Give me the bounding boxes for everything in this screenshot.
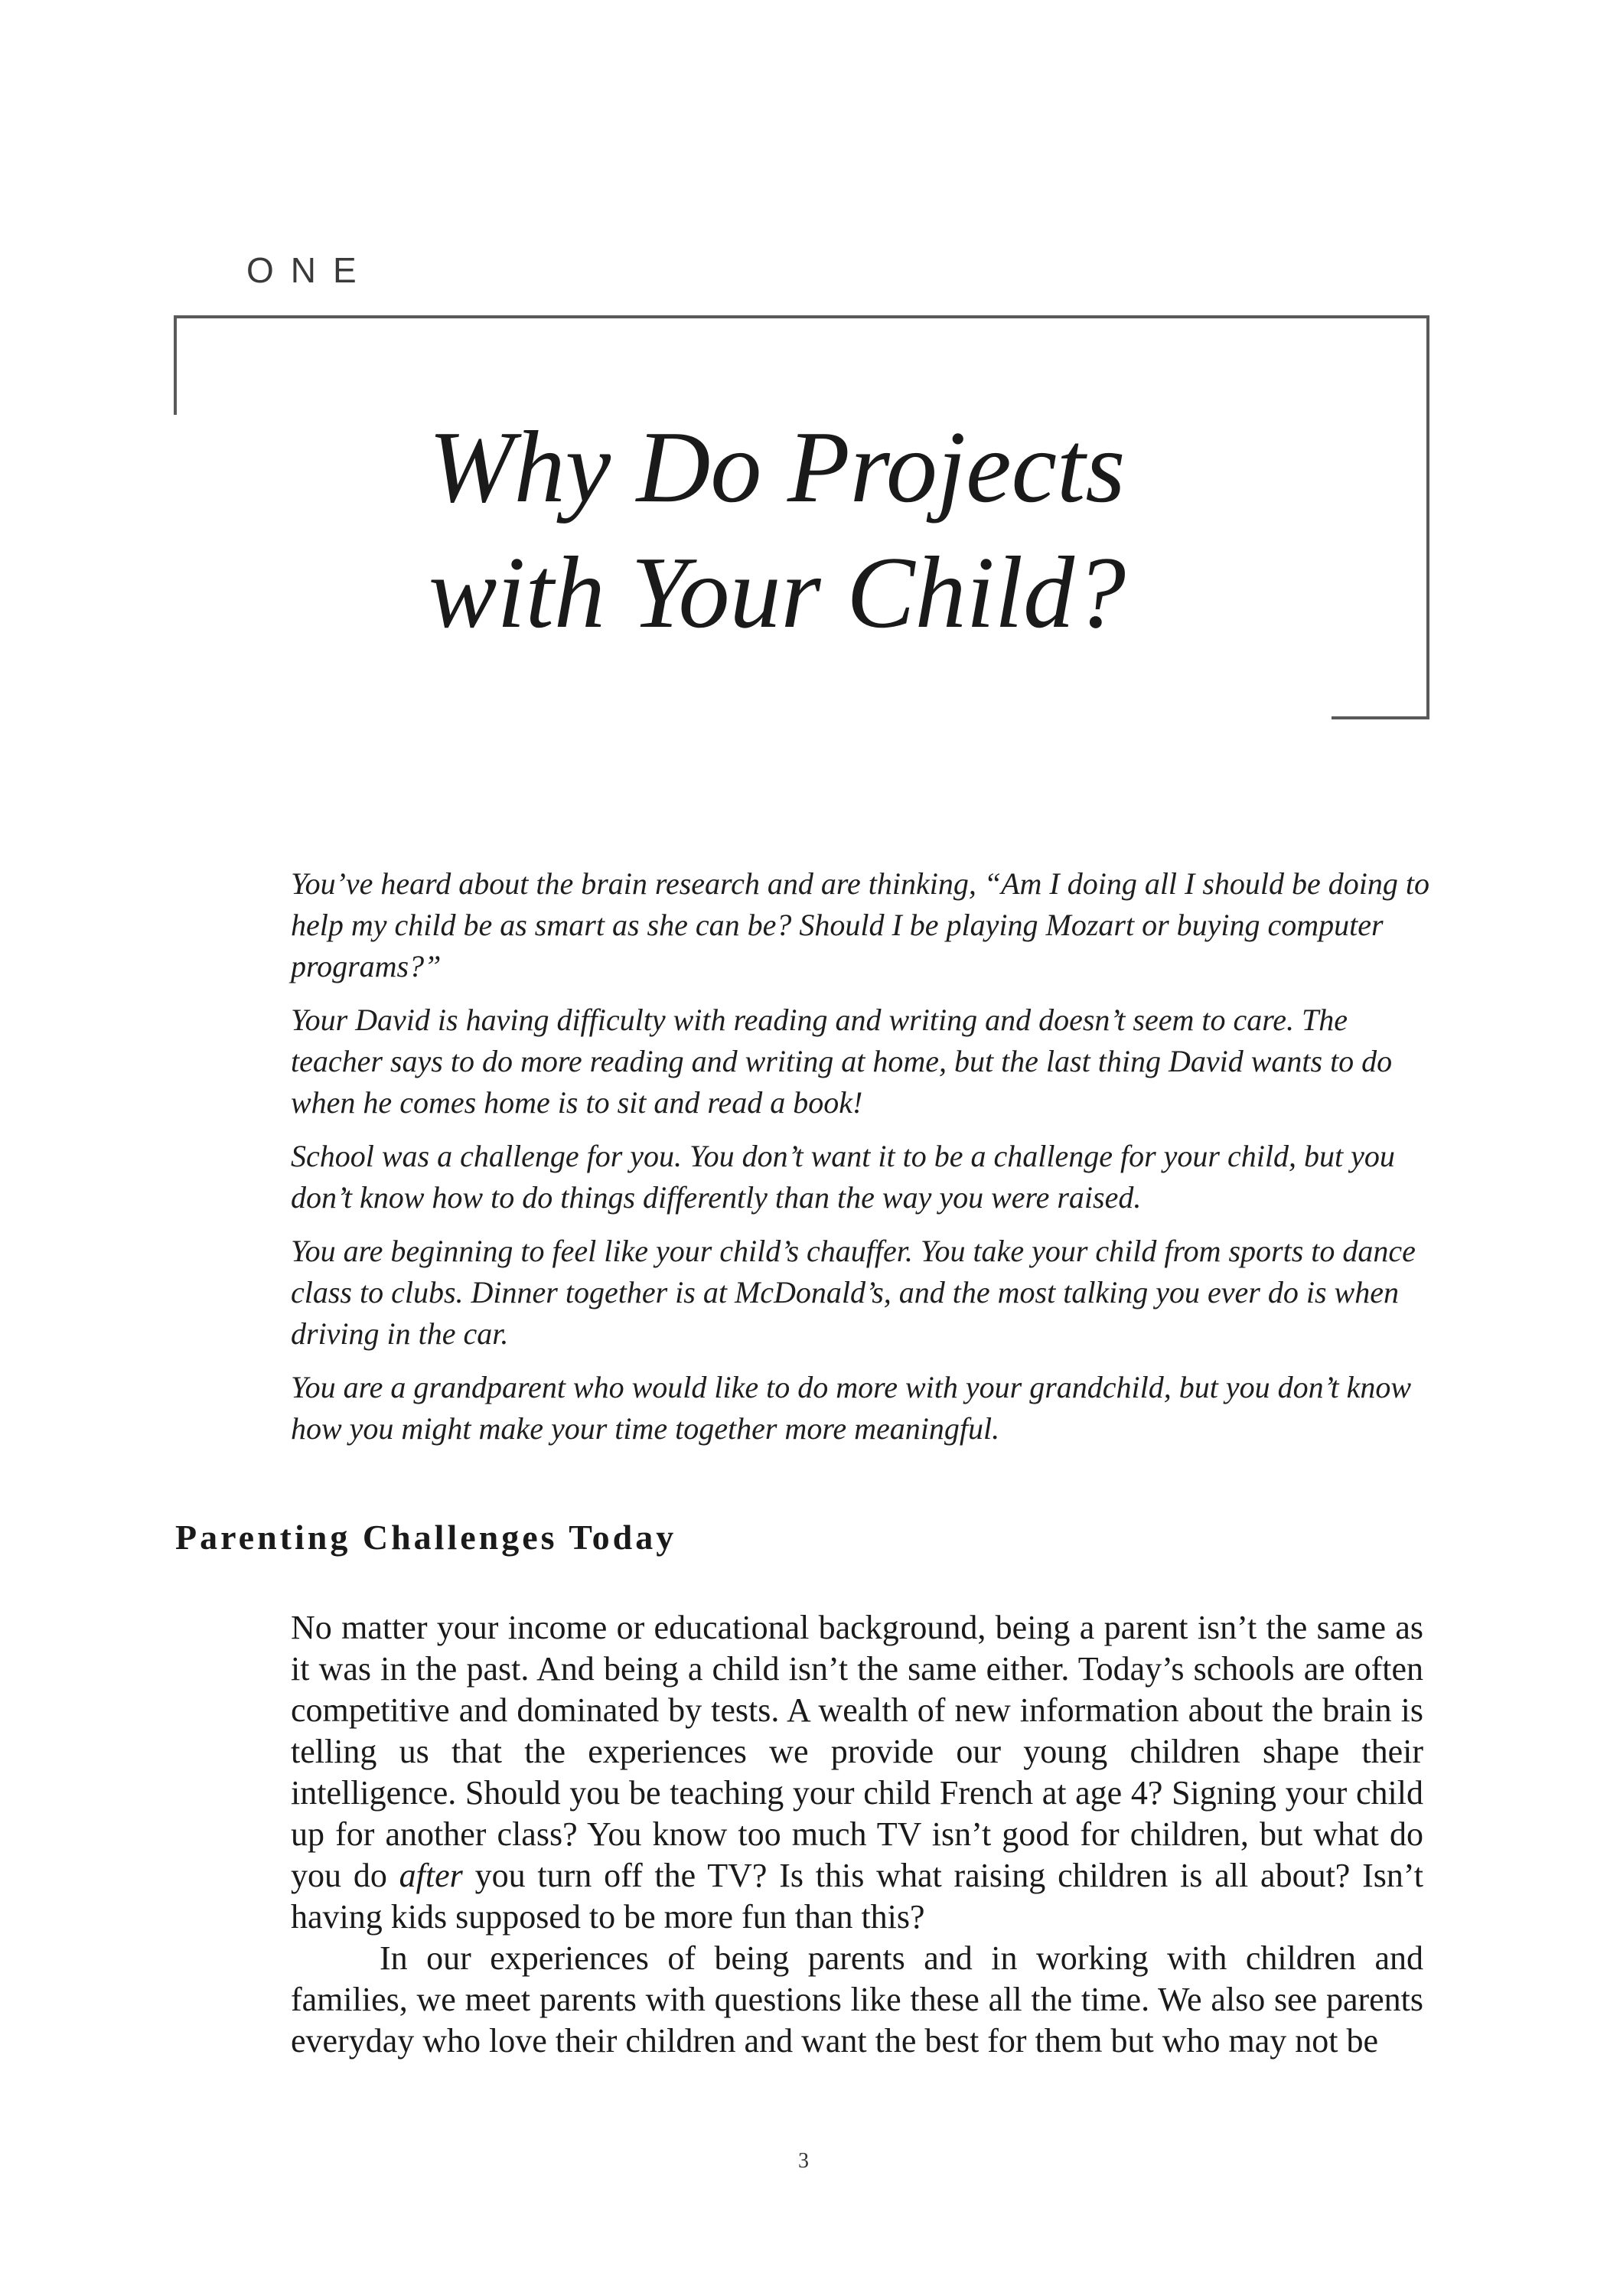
body-paragraph-1 [291,1607,1423,1938]
title-frame-left-rule [174,315,177,415]
chapter-title [429,404,1270,655]
intro-scenarios [291,863,1439,1462]
body-paragraph-1-text-b: you turn off the TV? Is this what raising children is all about? Isn’t having kids supposed to be more fun than this? [291,1857,1423,1936]
body-paragraph-2: In our experiences of being parents and in working with children and families, we meet parents with questions like these all the time. We also see parents everyday who love their children and want the best for them but who may not be [291,1939,1423,2060]
intro-paragraph: You are a grandparent who would like to do more with your grandchild, but you don’t know how you might make your time together more meaningful. [291,1370,1412,1446]
intro-paragraph: Your David is having difficulty with reading and writing and doesn’t seem to care. The teacher says to do more reading and writing at home, but the last thing David wants to do when he comes home is to sit and read a book! [291,1003,1393,1120]
chapter-title-line-1: Why Do Projects [429,410,1126,523]
intro-paragraph: School was a challenge for you. You don’t want it to be a challenge for your child, but you don’t know how to do things differently than the way you were raised. [291,1139,1395,1215]
intro-paragraph: You’ve heard about the brain research and are thinking, “Am I doing all I should be doing to help my child be as smart as she can be? Should I be playing Mozart or buying computer programs?” [291,866,1430,983]
title-frame-bottom-rule [1332,716,1429,719]
page-number: 3 [798,2149,809,2173]
body-paragraph-1-text-a: No matter your income or educational background, being a parent isn’t the same as it was in the past. And being a child isn’t the same either. Today’s schools are often competitive and dominated by tests. A wealth of new information about the brain is telling us that the experiences we provide our young children shape their intelligence. Should you be teaching your child French at age 4? Signing your child up for another class? You know too much TV isn’t good for children, but what do you do [291,1609,1423,1894]
section-body [291,1607,1423,2062]
section-heading: Parenting Challenges Today [175,1518,677,1557]
title-frame-right-rule [1426,315,1429,719]
chapter-title-line-2: with Your Child? [429,536,1126,649]
emphasis-after: after [399,1857,463,1894]
title-frame-top-rule [174,315,1429,318]
intro-paragraph: You are beginning to feel like your child’s chauffer. You take your child from sports to dance class to clubs. Dinner together is at McDonald’s, and the most talking you ever do is when driving in the car. [291,1234,1416,1351]
chapter-label: ONE [246,250,373,290]
